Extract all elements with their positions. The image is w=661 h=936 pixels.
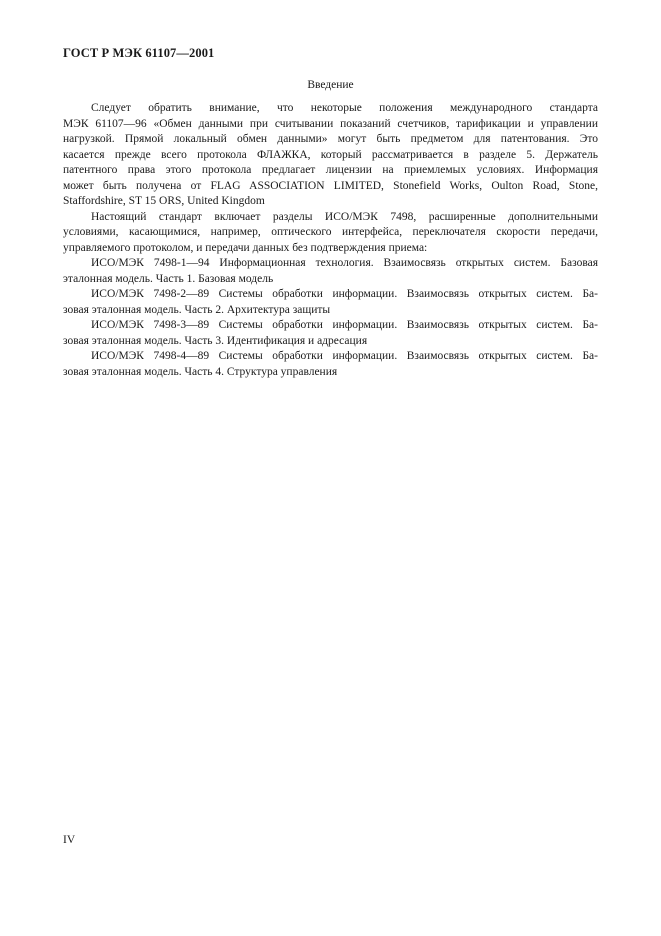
text-line: зовая эталонная модель. Часть 3. Идентификация и адресация bbox=[63, 334, 368, 347]
text-line: нагрузкой. Прямой локальный обмен данными» могут быть предметом для патентования. Это bbox=[63, 133, 598, 145]
text-line: зовая эталонная модель. Часть 2. Архитектура защиты bbox=[63, 303, 331, 316]
paragraph-patent-notice bbox=[63, 101, 598, 210]
text-line: патентного права этого протокола предлагает лицензии на приемлемых условиях. Информация bbox=[63, 164, 598, 176]
text-line: Следует обратить внимание, что некоторые положения международного стандарта bbox=[91, 102, 598, 114]
text-line: МЭК 61107—96 «Обмен данными при считывании показаний счетчиков, тарификации и управлении bbox=[63, 117, 598, 130]
text-line: условиями, касающимися, например, оптического интерфейса, переключателя скорости передачи, bbox=[63, 226, 598, 238]
document-body bbox=[63, 101, 598, 380]
reference-iso-7498-1 bbox=[63, 256, 598, 287]
text-line: может быть получена от FLAG ASSOCIATION LIMITED, Stonefield Works, Oulton Road, Stone, bbox=[63, 179, 598, 192]
section-title: Введение bbox=[307, 79, 354, 91]
text-line: эталонная модель. Часть 1. Базовая модель bbox=[63, 272, 274, 285]
reference-iso-7498-2 bbox=[63, 287, 598, 318]
text-line: ИСО/МЭК 7498-3—89 Системы обработки информации. Взаимосвязь открытых систем. Ба- bbox=[91, 319, 598, 331]
text-line: Staffordshire, ST 15 ORS, United Kingdom bbox=[63, 195, 265, 207]
page-number: IV bbox=[63, 834, 76, 846]
text-line: зовая эталонная модель. Часть 4. Структура управления bbox=[63, 365, 338, 378]
text-line: ИСО/МЭК 7498-1—94 Информационная технология. Взаимосвязь открытых систем. Базовая bbox=[91, 257, 598, 269]
text-line: касается прежде всего протокола ФЛАЖКА, который рассматривается в разделе 5. Держатель bbox=[63, 148, 598, 161]
reference-iso-7498-3 bbox=[63, 318, 598, 349]
text-line: управляемого протоколом, и передачи данных без подтверждения приема: bbox=[63, 241, 428, 254]
standard-code-header: ГОСТ Р МЭК 61107—2001 bbox=[63, 46, 215, 60]
paragraph-scope bbox=[63, 210, 598, 257]
text-line: ИСО/МЭК 7498-2—89 Системы обработки информации. Взаимосвязь открытых систем. Ба- bbox=[91, 288, 598, 300]
text-line: ИСО/МЭК 7498-4—89 Системы обработки информации. Взаимосвязь открытых систем. Ба- bbox=[91, 350, 598, 362]
text-line: Настоящий стандарт включает разделы ИСО/МЭК 7498, расширенные дополнительными bbox=[91, 210, 598, 223]
reference-iso-7498-4 bbox=[63, 349, 598, 380]
